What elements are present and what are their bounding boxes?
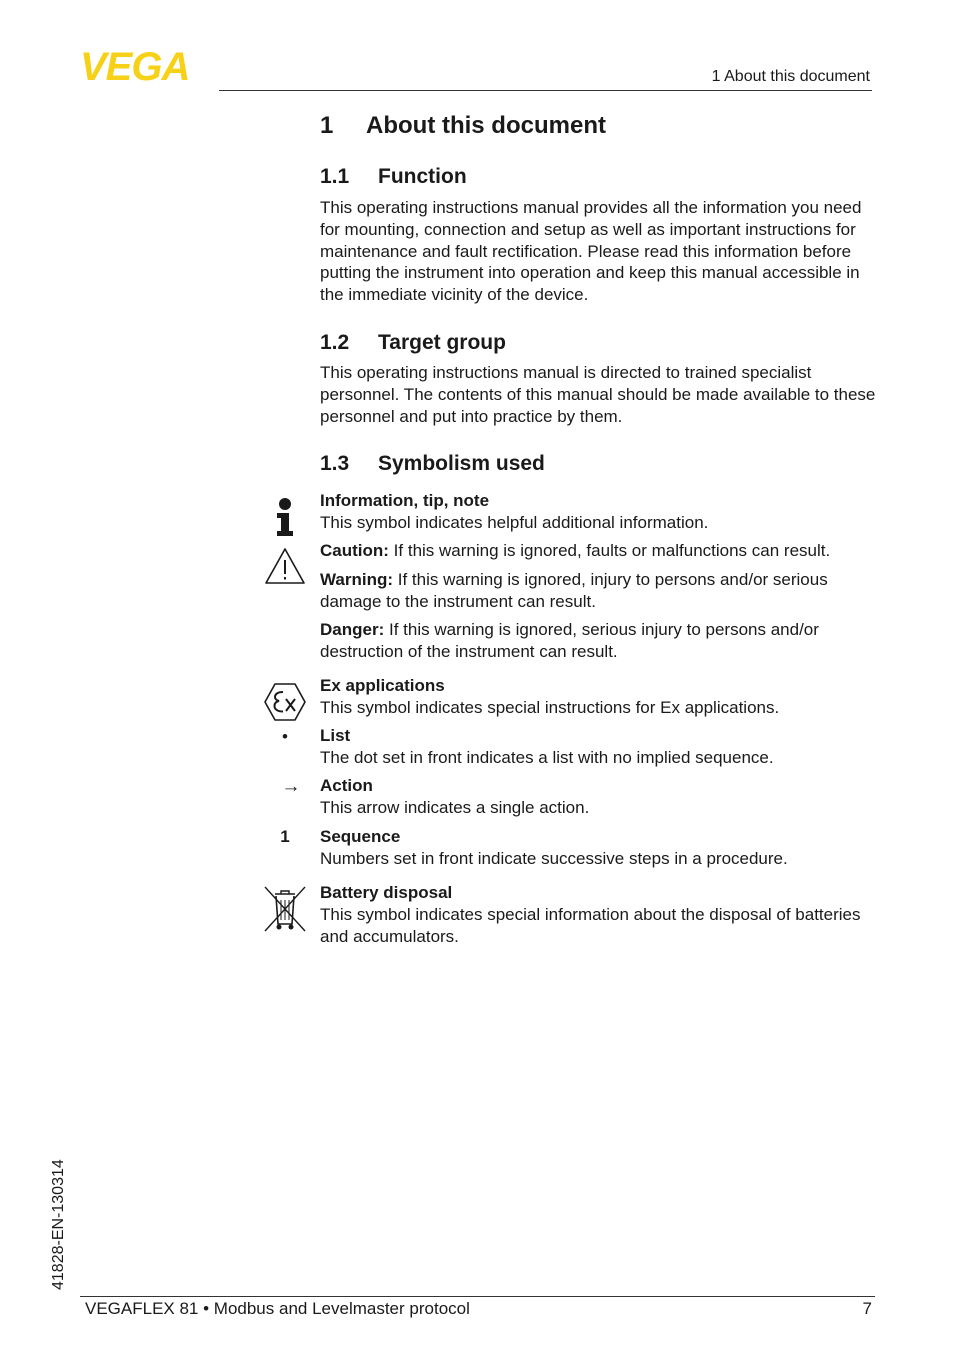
ex-entry bbox=[320, 675, 876, 719]
sequence-text: Numbers set in front indicate successive steps in a procedure. bbox=[320, 848, 788, 868]
section-title: Target group bbox=[378, 331, 506, 354]
target-group-paragraph: This operating instructions manual is directed to trained specialist personnel. The contents of this manual should be made available to these personnel and put into practice by them. bbox=[320, 363, 876, 426]
list-title: List bbox=[320, 726, 351, 745]
sequence-number-icon: 1 bbox=[280, 827, 290, 846]
vega-logo bbox=[80, 45, 212, 89]
list-bullet-icon: • bbox=[282, 727, 288, 746]
logo-text: VEGA bbox=[80, 45, 190, 89]
function-paragraph: This operating instructions manual provides all the information you need for mounting, connection and setup as well as important instructions for maintenance and fault rectification. Please read this information before putting the instrument into operation and keep this manual accessible in the immediate vicinity of the device. bbox=[320, 198, 862, 305]
warning-label: Warning: bbox=[320, 570, 394, 589]
list-entry bbox=[320, 725, 876, 769]
ex-title: Ex applications bbox=[320, 676, 445, 695]
sequence-title: Sequence bbox=[320, 827, 401, 846]
ex-text: This symbol indicates special instructions for Ex applications. bbox=[320, 697, 780, 717]
crossed-bin-icon bbox=[262, 884, 308, 934]
document-id: 41828-EN-130314 bbox=[50, 1159, 67, 1290]
caution-label: Caution: bbox=[320, 541, 389, 560]
page-number: 7 bbox=[862, 1299, 872, 1318]
info-icon bbox=[262, 496, 308, 538]
section-title: Function bbox=[378, 165, 467, 188]
footer-product: VEGAFLEX 81 • Modbus and Levelmaster protocol bbox=[85, 1299, 470, 1318]
sequence-entry bbox=[320, 826, 876, 870]
info-entry bbox=[320, 490, 876, 534]
caution-text: If this warning is ignored, faults or malfunctions can result. bbox=[393, 541, 831, 560]
info-text: This symbol indicates helpful additional information. bbox=[320, 512, 709, 532]
section-number: 1.3 bbox=[320, 452, 350, 475]
action-entry bbox=[320, 775, 876, 819]
footer-divider bbox=[80, 1296, 875, 1297]
battery-text: This symbol indicates special information about the disposal of batteries and accumulators. bbox=[320, 904, 861, 946]
chapter-title: About this document bbox=[366, 112, 606, 139]
section-heading-function bbox=[320, 165, 467, 189]
warning-text: If this warning is ignored, injury to persons and/or serious damage to the instrument can result. bbox=[320, 570, 828, 611]
caution-entry bbox=[320, 540, 876, 562]
section-number: 1.2 bbox=[320, 331, 350, 354]
section-heading-target-group bbox=[320, 331, 506, 355]
warning-triangle-icon bbox=[262, 546, 308, 586]
chapter-heading bbox=[320, 112, 606, 140]
action-arrow-icon: → bbox=[281, 776, 301, 797]
header-section-title: 1 About this document bbox=[711, 68, 870, 85]
list-text: The dot set in front indicates a list with no implied sequence. bbox=[320, 747, 774, 767]
danger-label: Danger: bbox=[320, 620, 385, 639]
warning-entry bbox=[320, 569, 876, 613]
ex-hexagon-icon bbox=[262, 682, 308, 722]
info-title: Information, tip, note bbox=[320, 491, 490, 510]
danger-entry bbox=[320, 619, 876, 663]
action-title: Action bbox=[320, 776, 373, 795]
danger-text: If this warning is ignored, serious injury to persons and/or destruction of the instrument can result. bbox=[320, 620, 819, 661]
header-divider bbox=[219, 90, 872, 91]
section-heading-symbolism bbox=[320, 452, 545, 476]
section-number: 1.1 bbox=[320, 165, 350, 188]
section-title: Symbolism used bbox=[378, 452, 545, 475]
battery-entry bbox=[320, 882, 876, 947]
chapter-number: 1 bbox=[320, 112, 334, 139]
action-text: This arrow indicates a single action. bbox=[320, 797, 590, 817]
battery-title: Battery disposal bbox=[320, 883, 453, 902]
